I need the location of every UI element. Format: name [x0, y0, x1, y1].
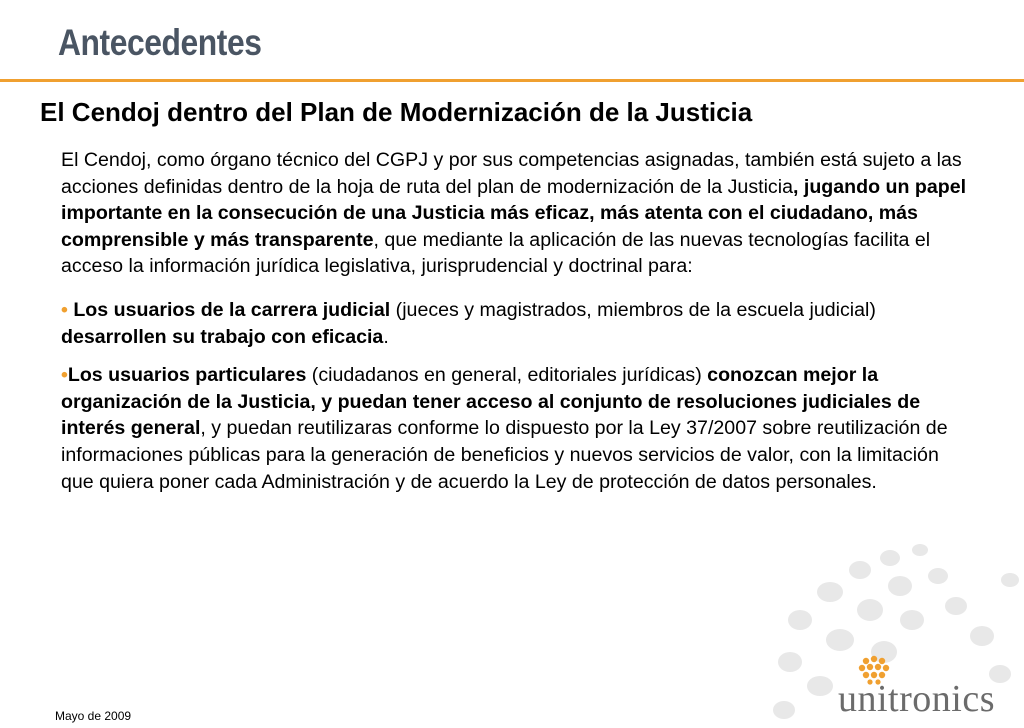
slide-title: Antecedentes: [58, 22, 262, 63]
bullet-icon: •: [61, 364, 68, 387]
bullet-judicial-users: [61, 297, 976, 350]
bullet-1-outcome: desarrollen su trabajo con eficacia: [61, 325, 384, 348]
intro-paragraph: [61, 147, 976, 280]
intro-text-end: , que mediante la aplicación de las nuevas tecnologías facilita el acceso la información jurídica legislativa, jurisprudencial y doctrinal para:: [61, 228, 931, 278]
bullet-2-outcome: conozcan mejor la organización de la Justicia, y puedan tener acceso al conjunto de resoluciones judiciales de interés general: [61, 364, 921, 440]
unitronics-logo: [822, 655, 1022, 725]
bullet-1-detail: (jueces y magistrados, miembros de la escuela judicial): [390, 298, 876, 321]
bullet-2-subject: Los usuarios particulares: [67, 364, 307, 387]
body-text: [61, 147, 976, 495]
bullet-icon: •: [61, 298, 68, 321]
intro-text: El Cendoj, como órgano técnico del CGPJ y por sus competencias asignadas, también está sujeto a las acciones definidas dentro de la hoja de ruta del plan de modernización de la Justicia: [61, 149, 962, 198]
bullet-1-subject: Los usuarios de la carrera judicial: [73, 298, 391, 321]
footer-date: Mayo de 2009: [55, 709, 132, 723]
bullet-private-users: [61, 362, 976, 495]
bullet-2-end: , y puedan reutilizaras conforme lo dispuesto por la Ley 37/2007 sobre reutilización de informaciones públicas para la generación de beneficios y nuevos servicios de valor, con la limitación que quiera poner cada Administración y de acuerdo la Ley de protección de datos personales.: [61, 417, 948, 493]
bullet-2-detail: (ciudadanos en general, editoriales jurídicas): [306, 364, 708, 387]
title-divider: [0, 79, 1024, 82]
bullet-1-end: .: [383, 325, 389, 348]
intro-emphasis: , jugando un papel importante en la consecución de una Justicia más eficaz, más atenta con el ciudadano, más comprensible y más transparente: [61, 175, 967, 251]
logo-wordmark: unitronics: [838, 678, 995, 720]
section-heading: El Cendoj dentro del Plan de Modernización de la Justicia: [40, 97, 753, 127]
